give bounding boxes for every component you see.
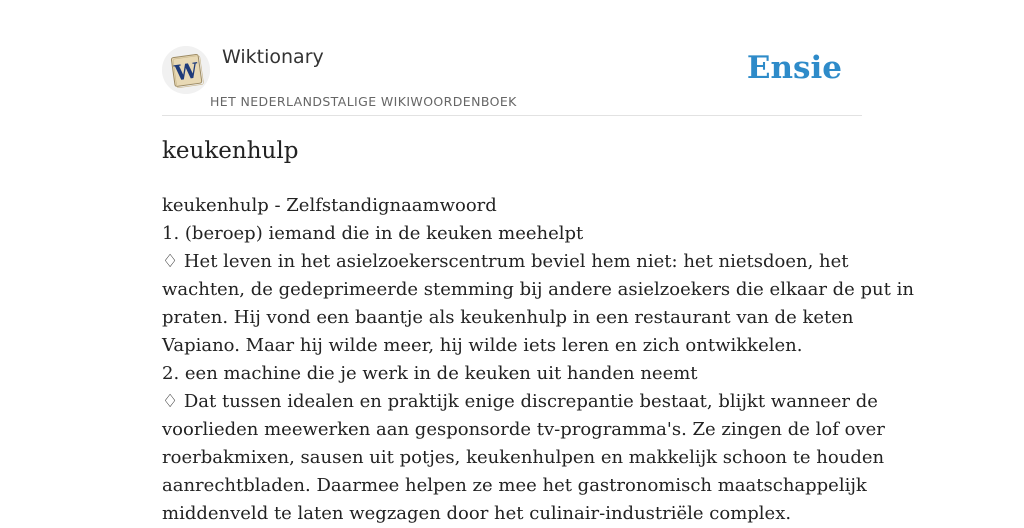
site-name[interactable]: Wiktionary xyxy=(222,46,324,68)
example-2-line-2: voorlieden meewerken aan gesponsorde tv-programma's. Ze zingen de lof over xyxy=(162,419,885,440)
example-2-line-3: roerbakmixen, sausen uit potjes, keukenhulpen en makkelijk schoon te houden xyxy=(162,447,885,468)
example-1-line-4: Vapiano. Maar hij wilde meer, hij wilde iets leren en zich ontwikkelen. xyxy=(162,335,803,356)
example-2-line-1: ♢ Dat tussen idealen en praktijk enige discrepantie bestaat, blijkt wanneer de xyxy=(162,391,878,412)
ensie-brand-logo[interactable]: Ensie xyxy=(746,50,842,86)
example-1-line-3: praten. Hij vond een baantje als keukenhulp in een restaurant van de keten xyxy=(162,307,854,328)
example-1-line-2: wachten, de gedeprimeerde stemming bij andere asielzoekers die elkaar de put in xyxy=(162,279,914,300)
example-1-line-1: ♢ Het leven in het asielzoekerscentrum beviel hem niet: het nietsdoen, het xyxy=(162,251,849,272)
definition-2: 2. een machine die je werk in de keuken uit handen neemt xyxy=(162,363,698,384)
definition-1: 1. (beroep) iemand die in de keuken meehelpt xyxy=(162,223,584,244)
entry-definition xyxy=(162,192,914,528)
example-2-line-5: middenveld te laten wegzagen door het culinair-industriële complex. xyxy=(162,503,792,524)
entry-heading-line: keukenhulp - Zelfstandignaamwoord xyxy=(162,195,497,216)
site-tagline: HET NEDERLANDSTALIGE WIKIWOORDENBOEK xyxy=(210,94,517,109)
example-2-line-4: aanrechtbladen. Daarmee helpen ze mee het gastronomisch maatschappelijk xyxy=(162,475,867,496)
header xyxy=(162,44,862,116)
logo-letter: W xyxy=(172,57,200,86)
page-title: keukenhulp xyxy=(162,138,299,164)
wiktionary-logo-icon[interactable] xyxy=(162,46,210,94)
